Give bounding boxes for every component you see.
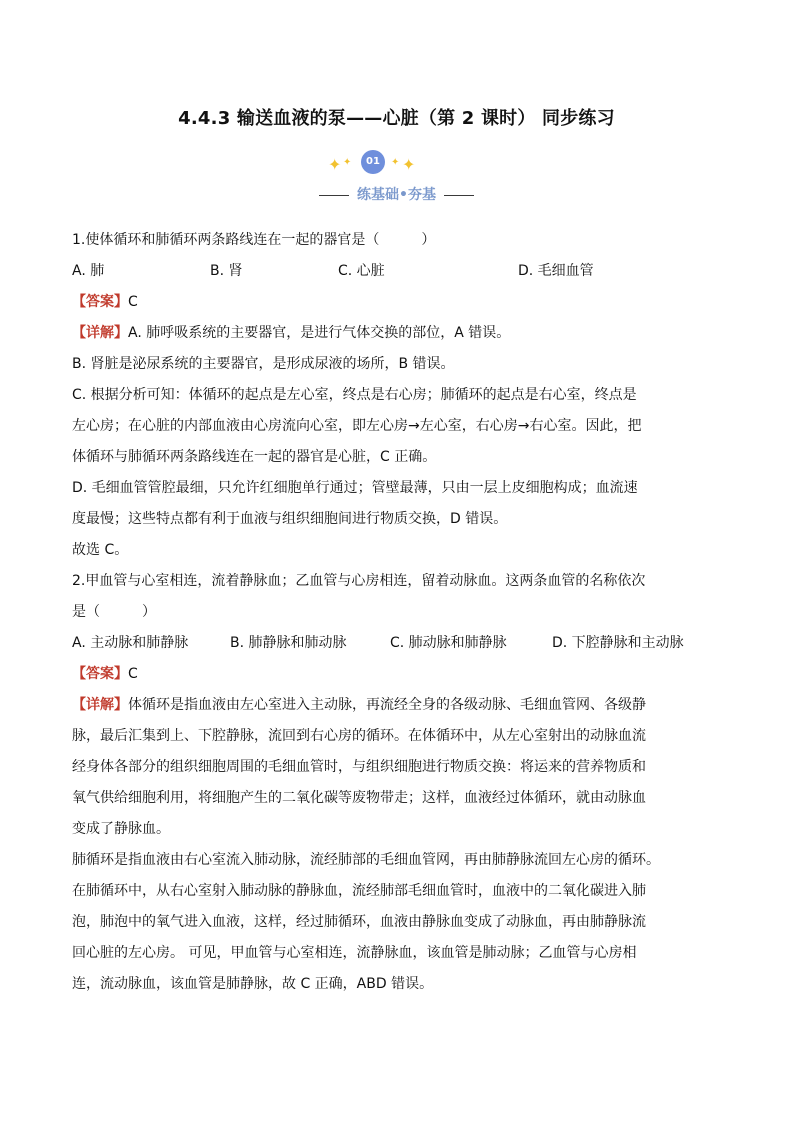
section-label: 练基础•夯基 xyxy=(357,187,436,203)
detail-text: A. 肺呼吸系统的主要器官，是进行气体交换的部位，A 错误。 xyxy=(128,325,511,341)
question-1-detail-first xyxy=(72,318,722,349)
question-2-options xyxy=(72,628,722,659)
divider-right xyxy=(444,195,474,196)
answer-value: C xyxy=(128,666,138,682)
section-badge-row xyxy=(0,148,793,182)
detail-line: 体循环与肺循环两条路线连在一起的器官是心脏，C 正确。 xyxy=(72,449,437,465)
option-c: C. 肺动脉和肺静脉 xyxy=(390,635,507,651)
question-1-stem: 1.使体循环和肺循环两条路线连在一起的器官是（ ） xyxy=(72,232,436,248)
question-1-options xyxy=(72,256,722,287)
detail-line: 泡，肺泡中的氧气进入血液，这样，经过肺循环，血液由静脉血变成了动脉血，再由肺静脉流 xyxy=(72,914,646,930)
sparkle-small-icon: ✦ xyxy=(343,157,352,168)
question-2-stem-line: 是（ ） xyxy=(72,604,156,620)
detail-line: 经身体各部分的组织细胞周围的毛细血管时，与组织细胞进行物质交换：将运来的营养物质和 xyxy=(72,759,646,775)
detail-line: 氧气供给细胞利用，将细胞产生的二氧化碳等废物带走；这样，血液经过体循环，就由动脉血 xyxy=(72,790,646,806)
divider-left xyxy=(319,195,349,196)
detail-line: 度最慢；这些特点都有利于血液与组织细胞间进行物质交换，D 错误。 xyxy=(72,511,508,527)
question-1-answer xyxy=(72,287,722,318)
answer-value: C xyxy=(128,294,138,310)
question-2-detail-first xyxy=(72,690,722,721)
detail-text: 体循环是指血液由左心室进入主动脉，再流经全身的各级动脉、毛细血管网、各级静 xyxy=(128,697,646,713)
sparkle-icon: ✦ xyxy=(328,155,342,174)
option-b: B. 肾 xyxy=(210,263,243,279)
answer-tag: 【答案】 xyxy=(72,294,128,310)
question-content xyxy=(72,225,722,1000)
detail-tag: 【详解】 xyxy=(72,697,128,713)
option-b: B. 肺静脉和肺动脉 xyxy=(230,635,347,651)
answer-tag: 【答案】 xyxy=(72,666,128,682)
detail-line: 变成了静脉血。 xyxy=(72,821,170,837)
detail-line: 在肺循环中，从右心室射入肺动脉的静脉血，流经肺部毛细血管时，血液中的二氧化碳进入肺 xyxy=(72,883,646,899)
detail-line: 左心房；在心脏的内部血液由心房流向心室，即左心房→左心室，右心房→右心室。因此，把 xyxy=(72,418,642,434)
section-heading xyxy=(0,184,793,204)
sparkle-icon: ✦ xyxy=(402,155,416,174)
detail-line: 脉，最后汇集到上、下腔静脉，流回到右心房的循环。在体循环中，从左心室射出的动脉血流 xyxy=(72,728,646,744)
option-a: A. 主动脉和肺静脉 xyxy=(72,635,189,651)
detail-line: 肺循环是指血液由右心室流入肺动脉，流经肺部的毛细血管网，再由肺静脉流回左心房的循环。 xyxy=(72,852,660,868)
option-c: C. 心脏 xyxy=(338,263,385,279)
question-2-stem-line: 2.甲血管与心室相连，流着静脉血；乙血管与心房相连，留着动脉血。这两条血管的名称依次 xyxy=(72,573,646,589)
option-d: D. 毛细血管 xyxy=(518,263,594,279)
option-d: D. 下腔静脉和主动脉 xyxy=(552,635,684,651)
page-title: 4.4.3 输送血液的泵——心脏（第 2 课时） 同步练习 xyxy=(178,108,615,129)
detail-tag: 【详解】 xyxy=(72,325,128,341)
detail-line: B. 肾脏是泌尿系统的主要器官，是形成尿液的场所，B 错误。 xyxy=(72,356,455,372)
question-2-answer xyxy=(72,659,722,690)
detail-line: 回心脏的左心房。 可见，甲血管与心室相连，流静脉血，该血管是肺动脉；乙血管与心房相 xyxy=(72,945,637,961)
section-number-badge: 01 xyxy=(361,150,385,174)
sparkle-small-icon: ✦ xyxy=(391,157,400,168)
detail-line: D. 毛细血管管腔最细，只允许红细胞单行通过；管壁最薄，只由一层上皮细胞构成；血流速 xyxy=(72,480,638,496)
option-a: A. 肺 xyxy=(72,263,105,279)
detail-line: C. 根据分析可知：体循环的起点是左心室，终点是右心房；肺循环的起点是右心室，终点是 xyxy=(72,387,637,403)
detail-line: 故选 C。 xyxy=(72,542,129,558)
detail-line: 连，流动脉血，该血管是肺静脉，故 C 正确，ABD 错误。 xyxy=(72,976,434,992)
